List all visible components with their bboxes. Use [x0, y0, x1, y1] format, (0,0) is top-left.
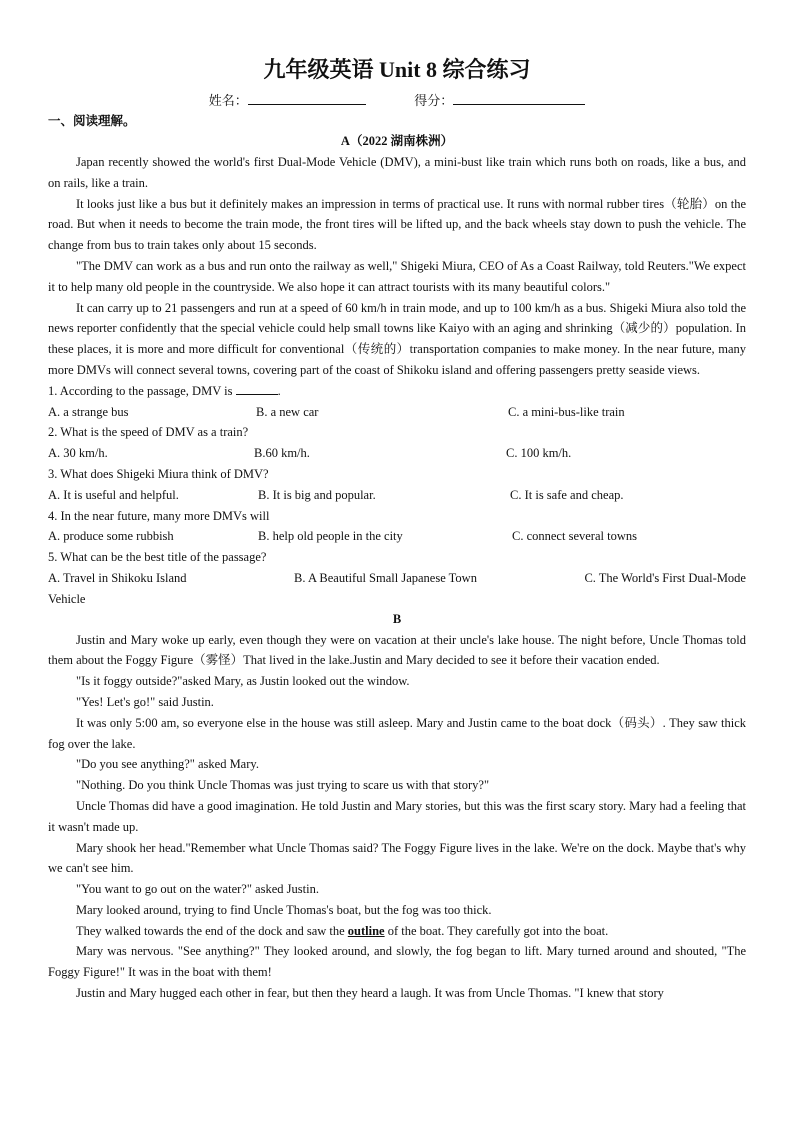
- option-c-continued: Vehicle: [48, 591, 86, 606]
- passage-b-paragraph: "Is it foggy outside?"asked Mary, as Justin looked out the window.: [76, 674, 410, 689]
- option-c: C. It is safe and cheap.: [510, 487, 624, 502]
- passage-b-paragraph: Mary was nervous. "See anything?" They looked around, and slowly, the fog began to lift. Mary turned around and shouted, "The Foggy Figure!" It was in the boat with them!: [48, 944, 746, 980]
- passage-b-paragraph: "You want to go out on the water?" asked Justin.: [76, 882, 319, 897]
- passage-a-paragraph: It can carry up to 21 passengers and run at a speed of 60 km/h in train mode, and up to 100 km/h as a bus. Shigeki Miura also told the news reporter confidently that the special vehicle could help small towns like Kaiyo with an aging and shrinking（减少的）population. In these places, it is more and more difficult for conventional（传统的）transportation companies to make money. In the near future, many more DMVs will connect several towns, covering part of the coast of Shikoku island and offering passengers pretty seaside views.: [48, 300, 746, 377]
- passage-b-paragraph: Mary looked around, trying to find Uncle Thomas's boat, but the fog was too thick.: [76, 902, 492, 917]
- section-heading: 一、阅读理解。: [48, 114, 136, 128]
- passage-b-heading: B: [392, 611, 402, 626]
- question-4: 4. In the near future, many more DMVs will: [48, 508, 270, 523]
- passage-a-paragraph: It looks just like a bus but it definitely makes an impression in terms of practical use. It runs with normal rubber tires（轮胎）on the road. But when it needs to become the train mode, the front tires will be lifted up, and the back wheels stay down to push the vehicle. The change from bus to train takes only about 15 seconds.: [48, 196, 746, 253]
- passage-a-paragraph: Japan recently showed the world's first Dual-Mode Vehicle (DMV), a mini-bust like train which runs both on roads, like a bus, and on rails, like a train.: [48, 155, 746, 190]
- option-b: B. It is big and popular.: [258, 487, 376, 502]
- name-score-row: [48, 90, 746, 110]
- passage-b-paragraph: "Yes! Let's go!" said Justin.: [76, 694, 214, 709]
- option-b: B. A Beautiful Small Japanese Town: [294, 570, 477, 585]
- option-a: A. Travel in Shikoku Island: [48, 570, 187, 585]
- option-a: A. a strange bus: [48, 404, 129, 419]
- option-b: B. a new car: [256, 404, 319, 419]
- name-blank: [248, 90, 366, 105]
- option-c: C. connect several towns: [512, 529, 637, 544]
- question-2-options: [48, 443, 746, 464]
- passage-b-paragraph: They walked towards the end of the dock and saw the outline of the boat. They carefully got into the boat.: [76, 923, 609, 938]
- answer-blank: [236, 382, 278, 395]
- option-a: A. produce some rubbish: [48, 529, 174, 544]
- passage-b-paragraph: Mary shook her head."Remember what Uncle Thomas said? The Foggy Figure lives in the lake. We're on the dock. Maybe that's why we can't see him.: [48, 840, 746, 876]
- option-c: C. 100 km/h.: [506, 446, 572, 461]
- worksheet-page: [48, 56, 746, 1004]
- option-b: B.60 km/h.: [254, 446, 310, 461]
- passage-b-paragraph: It was only 5:00 am, so everyone else in the house was still asleep. Mary and Justin came to the boat dock（码头）. They saw thick fog over the lake.: [48, 715, 746, 751]
- question-5-options: [48, 568, 746, 589]
- option-c: C. The World's First Dual-Mode: [584, 570, 746, 585]
- underlined-word: outline: [347, 923, 385, 938]
- score-label: 得分：: [414, 93, 454, 108]
- question-5: 5. What can be the best title of the passage?: [48, 550, 267, 565]
- option-c: C. a mini-bus-like train: [508, 404, 625, 419]
- question-3: 3. What does Shigeki Miura think of DMV?: [48, 466, 269, 481]
- question-3-options: [48, 485, 746, 506]
- name-label: 姓名：: [208, 93, 248, 108]
- option-b: B. help old people in the city: [258, 529, 403, 544]
- question-1-options: [48, 402, 746, 423]
- option-a: A. It is useful and helpful.: [48, 487, 179, 502]
- passage-b-paragraph: Justin and Mary hugged each other in fear, but then they heard a laugh. It was from Uncle Thomas. "I knew that story: [76, 986, 664, 1001]
- score-blank: [453, 90, 585, 105]
- passage-b-paragraph: Justin and Mary woke up early, even though they were on vacation at their uncle's lake house. The night before, Uncle Thomas told them about the Foggy Figure（雾怪）That lived in the lake.Justin and Mary decided to see it before their vacation ended.: [48, 632, 746, 668]
- question-1: 1. According to the passage, DMV is .: [48, 383, 281, 398]
- worksheet-title: 九年级英语 Unit 8 综合练习: [263, 57, 531, 82]
- passage-a-heading: A（2022 湖南株洲）: [340, 134, 454, 148]
- passage-b-paragraph: "Nothing. Do you think Uncle Thomas was just trying to scare us with that story?": [76, 778, 490, 793]
- passage-b-paragraph: "Do you see anything?" asked Mary.: [76, 757, 259, 772]
- passage-a-paragraph: "The DMV can work as a bus and run onto the railway as well," Shigeki Miura, CEO of As a Coast Railway, told Reuters."We expect it to help many old people in the countryside. We also hope it can attract tourists with its many beautiful colors.": [48, 258, 746, 294]
- option-a: A. 30 km/h.: [48, 446, 108, 461]
- question-2: 2. What is the speed of DMV as a train?: [48, 425, 249, 440]
- question-4-options: [48, 526, 746, 547]
- passage-b-paragraph: Uncle Thomas did have a good imagination. He told Justin and Mary stories, but this was the first scary story. Mary had a feeling that it wasn't made up.: [48, 798, 746, 834]
